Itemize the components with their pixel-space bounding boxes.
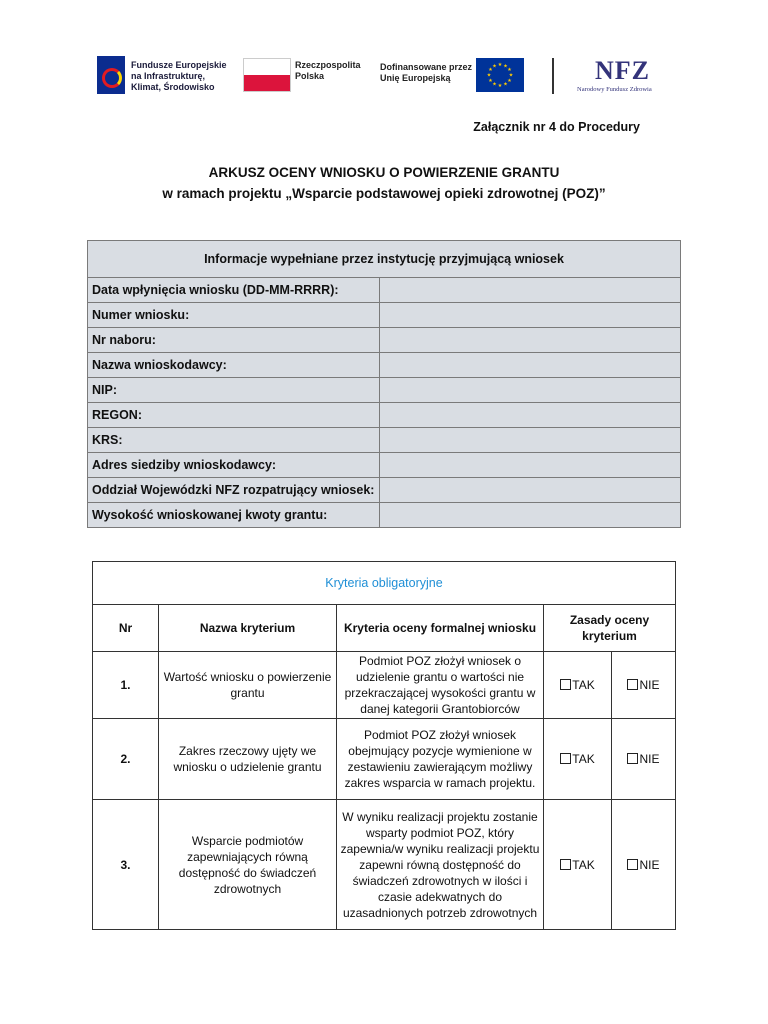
col-header-formal: Kryteria oceny formalnej wniosku bbox=[337, 605, 544, 652]
svg-text:★: ★ bbox=[503, 63, 508, 70]
document-subtitle: w ramach projektu „Wsparcie podstawowej opieki zdrowotnej (POZ)” bbox=[162, 186, 606, 201]
info-table bbox=[87, 240, 681, 528]
yes-label: TAK bbox=[572, 752, 595, 766]
info-label: Wysokość wnioskowanej kwoty grantu: bbox=[88, 503, 380, 528]
no-checkbox[interactable] bbox=[611, 719, 675, 800]
document-title: ARKUSZ OCENY WNIOSKU O POWIERZENIE GRANTU bbox=[208, 165, 560, 180]
svg-text:★: ★ bbox=[497, 83, 503, 89]
criteria-formal: Podmiot POZ złożył wniosek o udzielenie grantu o wartości nie przekraczającej wysokości grantu w danej kategorii Grantobiorców bbox=[337, 652, 544, 719]
info-row bbox=[88, 453, 681, 478]
yes-label: TAK bbox=[572, 678, 595, 692]
svg-text:★: ★ bbox=[492, 63, 497, 70]
fe-text-line: Fundusze Europejskie bbox=[131, 60, 227, 70]
criteria-caption: Kryteria obligatoryjne bbox=[93, 562, 676, 605]
svg-text:★: ★ bbox=[492, 81, 497, 88]
info-row bbox=[88, 478, 681, 503]
info-value-field[interactable] bbox=[380, 278, 681, 303]
criteria-formal: W wyniku realizacji projektu zostanie wsparty podmiot POZ, który zapewnia/w wyniku realizacji projektu zapewni równą dostępność do świadczeń zdrowotnych w ilości i czasie adekwatnych do uzasadnionych potrzeb zdrowotnych bbox=[337, 800, 544, 930]
polish-flag-icon bbox=[243, 58, 291, 92]
logo-separator bbox=[552, 58, 554, 94]
criteria-name: Wartość wniosku o powierzenie grantu bbox=[159, 652, 337, 719]
info-value-field[interactable] bbox=[380, 403, 681, 428]
nfz-logo bbox=[577, 52, 672, 98]
svg-text:★: ★ bbox=[507, 67, 512, 73]
rp-text-line: Rzeczpospolita bbox=[295, 60, 361, 70]
svg-text:★: ★ bbox=[488, 78, 493, 84]
annex-label: Załącznik nr 4 do Procedury bbox=[473, 120, 640, 134]
info-row bbox=[88, 328, 681, 353]
info-label: REGON: bbox=[88, 403, 380, 428]
info-label: Data wpłynięcia wniosku (DD-MM-RRRR): bbox=[88, 278, 380, 303]
col-header-name: Nazwa kryterium bbox=[159, 605, 337, 652]
svg-text:★: ★ bbox=[488, 67, 493, 73]
yes-checkbox[interactable] bbox=[544, 800, 612, 930]
info-label: KRS: bbox=[88, 428, 380, 453]
info-row bbox=[88, 503, 681, 528]
no-checkbox[interactable] bbox=[611, 800, 675, 930]
rp-text-line: Polska bbox=[295, 71, 325, 81]
svg-text:★: ★ bbox=[503, 81, 508, 88]
info-row bbox=[88, 278, 681, 303]
info-label: NIP: bbox=[88, 378, 380, 403]
yes-checkbox[interactable] bbox=[544, 719, 612, 800]
info-row bbox=[88, 403, 681, 428]
info-value-field[interactable] bbox=[380, 303, 681, 328]
criteria-nr: 3. bbox=[93, 800, 159, 930]
info-row bbox=[88, 378, 681, 403]
fe-text-line: Klimat, Środowisko bbox=[131, 82, 215, 92]
checkbox-icon bbox=[627, 753, 638, 764]
info-label: Nr naboru: bbox=[88, 328, 380, 353]
criteria-row bbox=[93, 719, 676, 800]
criteria-row bbox=[93, 652, 676, 719]
rzeczpospolita-logo bbox=[243, 56, 373, 94]
nfz-subtitle: Narodowy Fundusz Zdrowia bbox=[577, 86, 652, 93]
header-logos bbox=[97, 50, 672, 102]
info-value-field[interactable] bbox=[380, 478, 681, 503]
info-label: Oddział Wojewódzki NFZ rozpatrujący wniosek: bbox=[88, 478, 380, 503]
checkbox-icon bbox=[560, 679, 571, 690]
svg-text:★: ★ bbox=[507, 78, 512, 84]
eu-funding-logo bbox=[380, 56, 530, 94]
yes-checkbox[interactable] bbox=[544, 652, 612, 719]
eu-flag-icon bbox=[476, 58, 524, 92]
criteria-nr: 1. bbox=[93, 652, 159, 719]
info-value-field[interactable] bbox=[380, 453, 681, 478]
fe-text-line: na Infrastrukturę, bbox=[131, 71, 206, 81]
criteria-row bbox=[93, 800, 676, 930]
info-value-field[interactable] bbox=[380, 503, 681, 528]
no-label: NIE bbox=[639, 678, 660, 692]
info-label: Nazwa wnioskodawcy: bbox=[88, 353, 380, 378]
checkbox-icon bbox=[627, 859, 638, 870]
info-row bbox=[88, 428, 681, 453]
criteria-name: Wsparcie podmiotów zapewniających równą dostępność do świadczeń zdrowotnych bbox=[159, 800, 337, 930]
criteria-name: Zakres rzeczowy ujęty we wniosku o udzielenie grantu bbox=[159, 719, 337, 800]
criteria-nr: 2. bbox=[93, 719, 159, 800]
info-table-header: Informacje wypełniane przez instytucję przyjmującą wniosek bbox=[88, 241, 681, 278]
nfz-mark: NFZ bbox=[595, 56, 650, 85]
no-checkbox[interactable] bbox=[611, 652, 675, 719]
info-value-field[interactable] bbox=[380, 428, 681, 453]
no-label: NIE bbox=[639, 857, 660, 872]
eu-text-line: Unię Europejską bbox=[380, 73, 451, 83]
fundusze-europejskie-logo bbox=[97, 54, 227, 98]
criteria-table bbox=[92, 561, 676, 930]
info-row bbox=[88, 353, 681, 378]
svg-text:★: ★ bbox=[497, 62, 503, 68]
checkbox-icon bbox=[560, 859, 571, 870]
no-label: NIE bbox=[639, 752, 660, 766]
col-header-rules: Zasady oceny kryterium bbox=[544, 605, 676, 652]
info-value-field[interactable] bbox=[380, 353, 681, 378]
criteria-formal: Podmiot POZ złożył wniosek obejmujący pozycje wymienione w zestawieniu zawierającym możliwy zakres wsparcia w ramach projektu. bbox=[337, 719, 544, 800]
info-value-field[interactable] bbox=[380, 378, 681, 403]
checkbox-icon bbox=[560, 753, 571, 764]
svg-text:★: ★ bbox=[508, 72, 514, 79]
svg-text:★: ★ bbox=[486, 72, 492, 79]
info-label: Numer wniosku: bbox=[88, 303, 380, 328]
info-value-field[interactable] bbox=[380, 328, 681, 353]
fe-flag-icon bbox=[97, 56, 125, 94]
yes-label: TAK bbox=[572, 857, 595, 872]
checkbox-icon bbox=[627, 679, 638, 690]
eu-text-line: Dofinansowane przez bbox=[380, 62, 473, 72]
info-label: Adres siedziby wnioskodawcy: bbox=[88, 453, 380, 478]
col-header-nr: Nr bbox=[93, 605, 159, 652]
info-row bbox=[88, 303, 681, 328]
